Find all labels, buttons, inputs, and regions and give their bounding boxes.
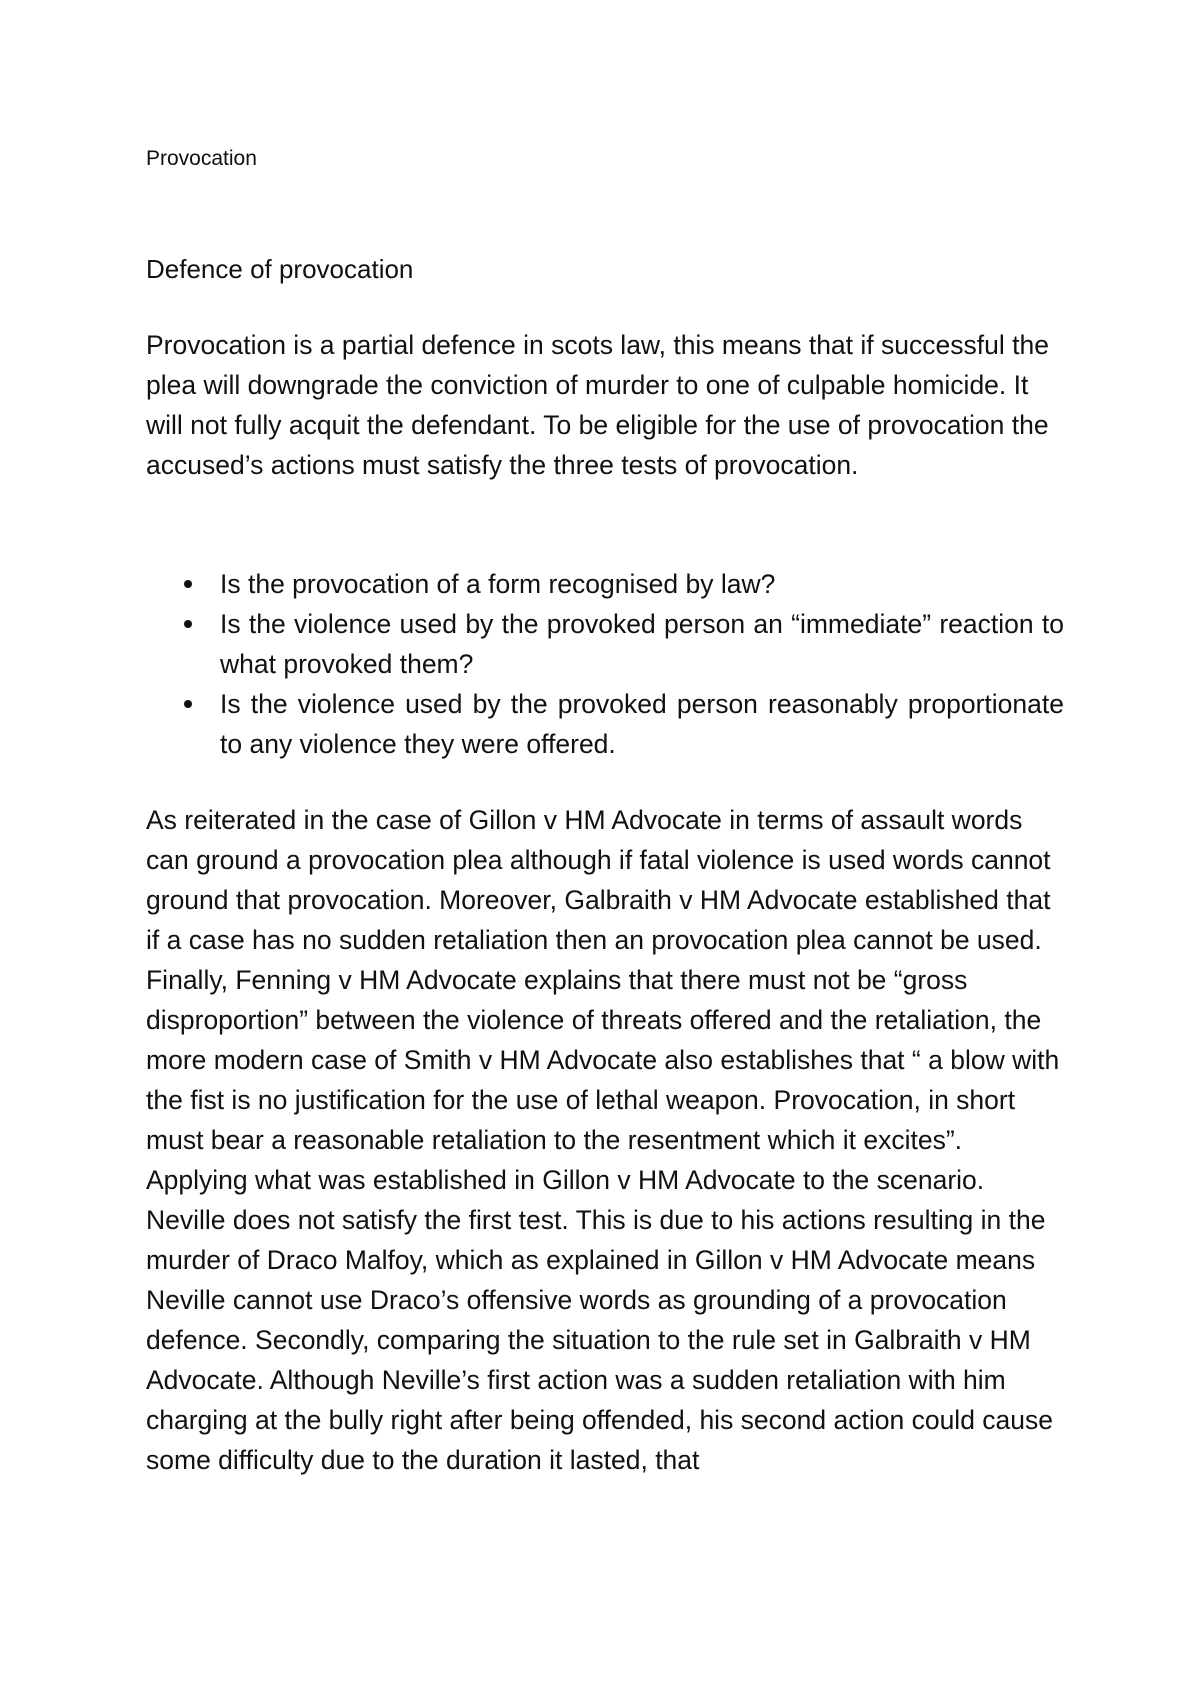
list-item-text: Is the provocation of a form recognised by law? bbox=[220, 569, 776, 599]
list-item bbox=[146, 684, 1064, 764]
tests-list bbox=[146, 564, 1064, 764]
document-page bbox=[146, 0, 1064, 1698]
list-item bbox=[146, 604, 1064, 684]
bullet-icon bbox=[184, 700, 192, 708]
page-header: Provocation bbox=[146, 147, 257, 170]
list-item-text: Is the violence used by the provoked person an “immediate” reaction to what provoked them? bbox=[220, 609, 1064, 679]
bullet-icon bbox=[184, 580, 192, 588]
intro-paragraph: Provocation is a partial defence in scots law, this means that if successful the plea will downgrade the conviction of murder to one of culpable homicide. It will not fully acquit the defendant. To be eligible for the use of provocation the accused’s actions must satisfy the three tests of provocation. bbox=[146, 330, 1049, 480]
bullet-icon bbox=[184, 620, 192, 628]
list-item bbox=[146, 564, 1064, 604]
section-heading: Defence of provocation bbox=[146, 254, 414, 284]
list-item-text: Is the violence used by the provoked person reasonably proportionate to any violence they were offered. bbox=[220, 689, 1064, 759]
analysis-paragraph: As reiterated in the case of Gillon v HM Advocate in terms of assault words can ground a provocation plea although if fatal violence is used words cannot ground that provocation. Moreover, Galbraith v HM Advocate established that if a case has no sudden retaliation then an provocation plea cannot be used. Finally, Fenning v HM Advocate explains that there must not be “gross disproportion” between the violence of threats offered and the retaliation, the more modern case of Smith v HM Advocate also establishes that “ a blow with the fist is no justification for the use of lethal weapon. Provocation, in short must bear a reasonable retaliation to the resentment which it excites”. Applying what was established in Gillon v HM Advocate to the scenario. Neville does not satisfy the first test. This is due to his actions resulting in the murder of Draco Malfoy, which as explained in Gillon v HM Advocate means Neville cannot use Draco’s offensive words as grounding of a provocation defence. Secondly, comparing the situation to the rule set in Galbraith v HM Advocate. Although Neville’s first action was a sudden retaliation with him charging at the bully right after being offended, his second action could cause some difficulty due to the duration it lasted, that bbox=[146, 805, 1060, 1475]
